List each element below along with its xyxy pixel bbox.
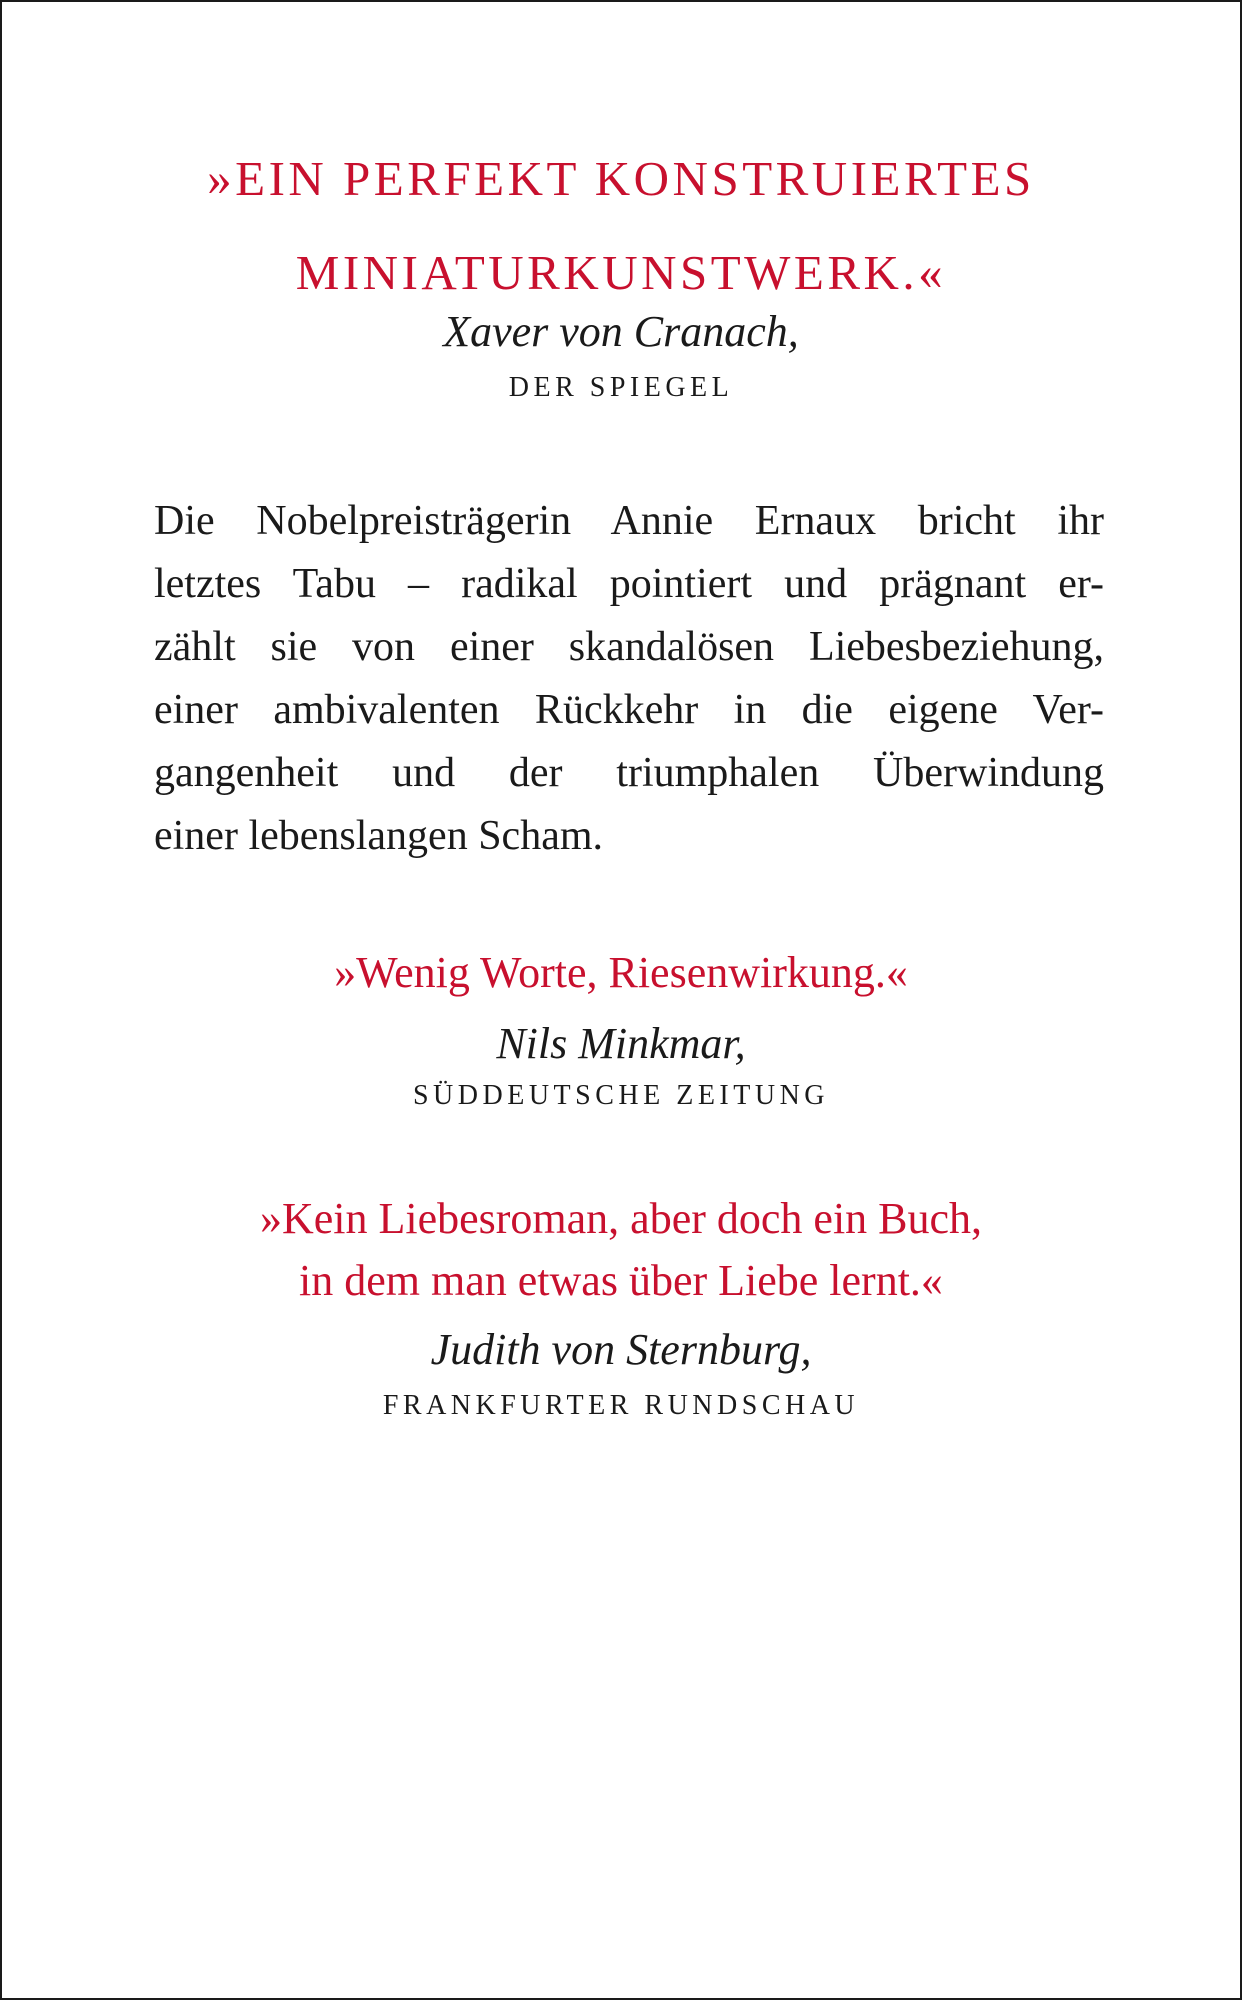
quote-spiegel-line-2: MINIATURKUNSTWERK.« (295, 245, 947, 300)
author-cranach: Xaver von Cranach, (443, 307, 799, 356)
description-line-5: gangenheit und der triumphalen Überwindung (154, 750, 1104, 796)
quote-frankfurter-line-1: »Kein Liebesroman, aber doch ein Buch, (259, 1194, 983, 1243)
description-line-2: letztes Tabu – radikal pointiert und prägnant er- (154, 561, 1104, 607)
description-line-3: zählt sie von einer skandalösen Liebesbeziehung, (154, 624, 1104, 670)
description-line-1: Die Nobelpreisträgerin Annie Ernaux bricht ihr (154, 498, 1104, 544)
quote-sueddeutsche (2, 942, 1240, 1004)
quote-spiegel-line-1: »EIN PERFEKT KONSTRUIERTES (207, 151, 1035, 206)
quote-spiegel (2, 130, 1240, 322)
quote-frankfurter (2, 1188, 1240, 1312)
outlet-sueddeutsche: SÜDDEUTSCHE ZEITUNG (412, 1080, 830, 1111)
outlet-spiegel: DER SPIEGEL (508, 372, 734, 403)
quote-sueddeutsche-line-1: »Wenig Worte, Riesenwirkung.« (334, 948, 908, 997)
description-line-4: einer ambivalenten Rückkehr in die eigene Ver- (154, 687, 1104, 733)
outlet-frankfurter: FRANKFURTER RUNDSCHAU (382, 1390, 860, 1421)
author-minkmar: Nils Minkmar, (496, 1019, 746, 1068)
description-line-6: einer lebenslangen Scham. (154, 813, 603, 859)
book-description (154, 490, 1104, 868)
author-sternburg: Judith von Sternburg, (430, 1325, 812, 1374)
quote-frankfurter-line-2: in dem man etwas über Liebe lernt.« (299, 1256, 943, 1305)
